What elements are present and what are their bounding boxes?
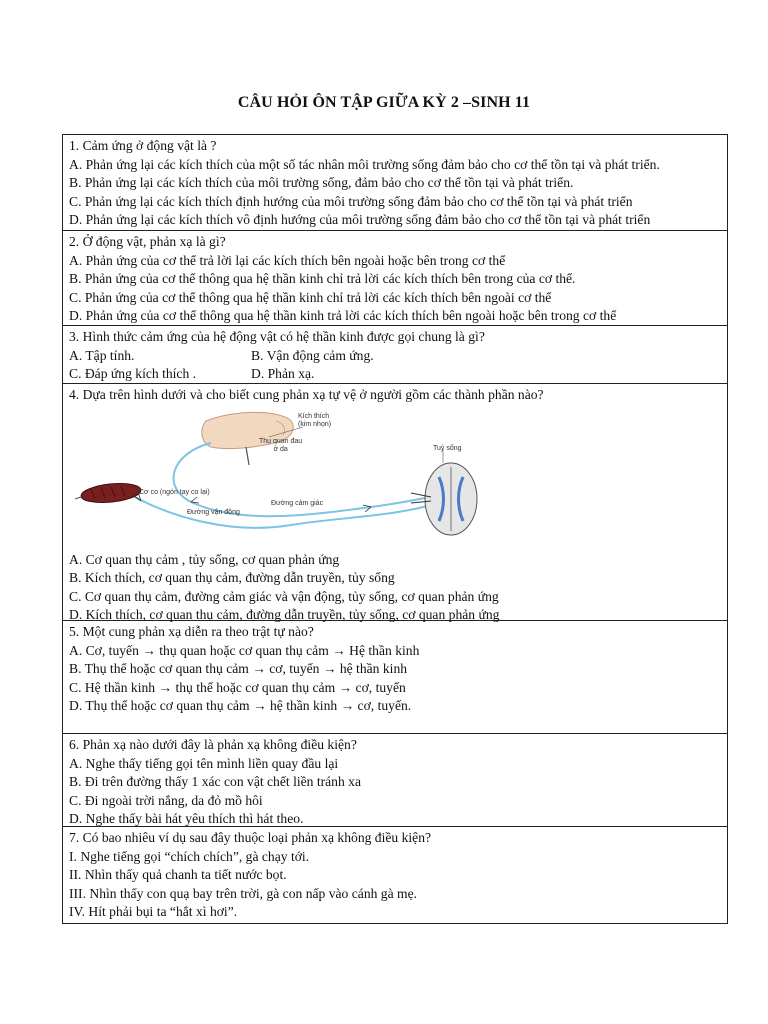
option-d: D. Nghe thấy bài hát yêu thích thì hát theo.: [69, 811, 304, 827]
option-d: D. Phản xạ.: [251, 366, 315, 382]
label-sensory-path: Đường cảm giác: [271, 499, 324, 507]
options-row-1: [69, 347, 721, 366]
option-b: B. Vận động cảm ứng.: [251, 347, 374, 363]
label-stimulus: Kích thích (kim nhọn): [298, 412, 332, 428]
question-2: [63, 230, 727, 325]
label-receptor: Thụ quan đau ở da: [259, 437, 303, 453]
statement-1: I. Nghe tiếng gọi “chích chích”, gà chạy tới.: [69, 848, 310, 864]
question-4: [63, 383, 727, 623]
label-motor-path: Đường vận động: [187, 508, 240, 516]
question-text: 1. Cảm ứng ở động vật là ?: [69, 138, 217, 153]
statement-3: III. Nhìn thấy con quạ bay trên trời, gà con nấp vào cánh gà mẹ.: [69, 885, 418, 901]
option-b: B. Phản ứng lại các kích thích của môi trường sống, đảm bảo cho cơ thể tồn tại và phát triển.: [69, 175, 574, 191]
reflex-arc-figure: [71, 407, 561, 547]
question-table: [62, 134, 728, 924]
question-text: 2. Ở động vật, phản xạ là gì?: [69, 234, 226, 249]
option-a: A. Phản ứng lại các kích thích của một số tác nhân môi trường sống đảm bảo cho cơ thể tồn tại và phát triển.: [69, 156, 660, 172]
option-d: D. Phản ứng của cơ thể thông qua hệ thần kinh trả lời các kích thích bên ngoài hoặc bên trong cơ thể: [69, 308, 617, 324]
option-a: A. Cơ, tuyến → thụ quan hoặc cơ quan thụ cảm → Hệ thần kinh: [69, 642, 420, 658]
statement-4: IV. Hít phải bụi ta “hắt xì hơi”.: [69, 904, 238, 920]
option-b: B. Kích thích, cơ quan thụ cảm, đường dẫn truyền, tủy sống: [69, 570, 395, 586]
label-spinal-cord: Tuỷ sống: [433, 444, 462, 452]
question-text: 5. Một cung phản xạ diễn ra theo trật tự nào?: [69, 624, 314, 639]
option-a: A. Cơ quan thụ cảm , tủy sống, cơ quan phản ứng: [69, 551, 340, 567]
option-c: C. Phản ứng của cơ thể thông qua hệ thần kinh chỉ trả lời các kích thích bên ngoài cơ thể: [69, 289, 552, 305]
label-muscle: Cơ co (ngón tay co lại): [139, 488, 210, 496]
question-5: [63, 620, 727, 733]
option-c: C. Hệ thần kinh → thụ thể hoặc cơ quan thụ cảm → cơ, tuyến: [69, 679, 406, 695]
options-row-2: [69, 365, 721, 384]
option-b: B. Đi trên đường thấy 1 xác con vật chết liền tránh xa: [69, 774, 362, 790]
option-d: D. Phản ứng lại các kích thích vô định hướng của môi trường sống đảm bảo cho cơ thể tồn tại và phát triển: [69, 212, 651, 228]
option-b: B. Phản ứng của cơ thể thông qua hệ thần kinh chỉ trả lời các kích thích bên trong của cơ thể.: [69, 271, 576, 287]
option-c: C. Phản ứng lại các kích thích định hướng của môi trường sống đảm bảo cho cơ thể tồn tại và phát triển: [69, 193, 633, 209]
question-text: 4. Dựa trên hình dưới và cho biết cung phản xạ tự vệ ở người gồm các thành phần nào?: [69, 387, 544, 402]
question-7: [63, 826, 727, 923]
question-6: [63, 733, 727, 826]
question-text: 6. Phản xạ nào dưới đây là phản xạ không điều kiện?: [69, 737, 357, 752]
option-d: D. Thụ thể hoặc cơ quan thụ cảm → hệ thần kinh → cơ, tuyến.: [69, 698, 412, 714]
question-text: 7. Có bao nhiêu ví dụ sau đây thuộc loại phản xạ không điều kiện?: [69, 830, 432, 845]
question-text: 3. Hình thức cảm ứng của hệ động vật có hệ thần kinh được gọi chung là gì?: [69, 329, 485, 344]
option-a: A. Tập tính.: [69, 347, 135, 363]
option-c: C. Đáp ứng kích thích .: [69, 366, 197, 382]
statement-2: II. Nhìn thấy quả chanh ta tiết nước bọt.: [69, 867, 287, 883]
option-c: C. Cơ quan thụ cảm, đường cảm giác và vận động, tủy sống, cơ quan phản ứng: [69, 588, 499, 604]
option-b: B. Thụ thể hoặc cơ quan thụ cảm → cơ, tuyến → hệ thần kinh: [69, 661, 408, 677]
muscle-shape: [75, 481, 142, 505]
question-3: [63, 325, 727, 383]
option-a: A. Phản ứng của cơ thể trả lời lại các kích thích bên ngoài hoặc bên trong cơ thể: [69, 252, 506, 268]
option-a: A. Nghe thấy tiếng gọi tên mình liền quay đầu lại: [69, 755, 339, 771]
option-c: C. Đi ngoài trời nắng, da đỏ mồ hôi: [69, 792, 263, 808]
question-1: [63, 135, 727, 230]
option-d: D. Kích thích, cơ quan thụ cảm, đường dẫn truyền, tủy sống, cơ quan phản ứng: [69, 607, 500, 623]
needle: [246, 447, 249, 465]
page-title: CÂU HỎI ÔN TẬP GIỮA KỲ 2 –SINH 11: [237, 94, 531, 111]
